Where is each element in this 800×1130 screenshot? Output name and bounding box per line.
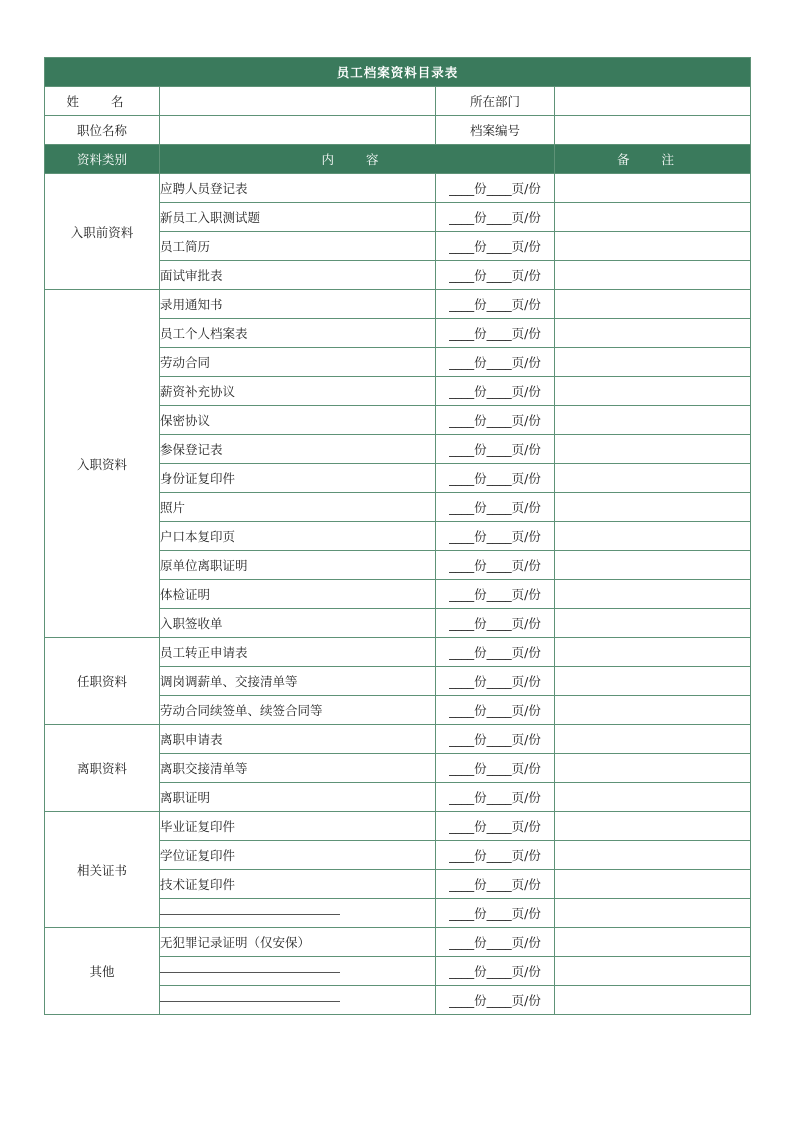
document-item: 劳动合同续签单、续签合同等 xyxy=(160,696,436,725)
document-item: 参保登记表 xyxy=(160,435,436,464)
quantity-cell[interactable]: ____份____页/份 xyxy=(436,899,555,928)
department-label: 所在部门 xyxy=(436,87,555,116)
remark-cell[interactable] xyxy=(555,667,751,696)
remark-cell[interactable] xyxy=(555,522,751,551)
quantity-cell[interactable]: ____份____页/份 xyxy=(436,870,555,899)
document-item: 无犯罪记录证明（仅安保） xyxy=(160,928,436,957)
remark-cell[interactable] xyxy=(555,754,751,783)
document-item: 劳动合同 xyxy=(160,348,436,377)
quantity-cell[interactable]: ____份____页/份 xyxy=(436,609,555,638)
category-cell: 入职资料 xyxy=(45,290,160,638)
file-number-label: 档案编号 xyxy=(436,116,555,145)
remark-cell[interactable] xyxy=(555,261,751,290)
quantity-cell[interactable]: ____份____页/份 xyxy=(436,696,555,725)
archive-catalog-table xyxy=(44,57,751,1015)
quantity-cell[interactable]: ____份____页/份 xyxy=(436,435,555,464)
document-item: 毕业证复印件 xyxy=(160,812,436,841)
remark-cell[interactable] xyxy=(555,957,751,986)
blank-item-line xyxy=(160,957,436,986)
category-cell: 任职资料 xyxy=(45,638,160,725)
quantity-cell[interactable]: ____份____页/份 xyxy=(436,957,555,986)
document-item: 新员工入职测试题 xyxy=(160,203,436,232)
document-item: 照片 xyxy=(160,493,436,522)
remark-cell[interactable] xyxy=(555,725,751,754)
document-item: 员工转正申请表 xyxy=(160,638,436,667)
remark-cell[interactable] xyxy=(555,899,751,928)
remark-cell[interactable] xyxy=(555,203,751,232)
category-cell: 离职资料 xyxy=(45,725,160,812)
quantity-cell[interactable]: ____份____页/份 xyxy=(436,319,555,348)
position-field[interactable] xyxy=(160,116,436,145)
document-item: 入职签收单 xyxy=(160,609,436,638)
document-item: 员工个人档案表 xyxy=(160,319,436,348)
quantity-cell[interactable]: ____份____页/份 xyxy=(436,986,555,1015)
remark-cell[interactable] xyxy=(555,580,751,609)
quantity-cell[interactable]: ____份____页/份 xyxy=(436,377,555,406)
quantity-cell[interactable]: ____份____页/份 xyxy=(436,522,555,551)
quantity-cell[interactable]: ____份____页/份 xyxy=(436,841,555,870)
remark-cell[interactable] xyxy=(555,812,751,841)
remark-cell[interactable] xyxy=(555,493,751,522)
document-item: 调岗调薪单、交接清单等 xyxy=(160,667,436,696)
document-item: 技术证复印件 xyxy=(160,870,436,899)
name-field[interactable] xyxy=(160,87,436,116)
position-label: 职位名称 xyxy=(45,116,160,145)
remark-cell[interactable] xyxy=(555,928,751,957)
remark-cell[interactable] xyxy=(555,551,751,580)
table-row xyxy=(45,638,751,667)
quantity-cell[interactable]: ____份____页/份 xyxy=(436,290,555,319)
quantity-cell[interactable]: ____份____页/份 xyxy=(436,667,555,696)
quantity-cell[interactable]: ____份____页/份 xyxy=(436,928,555,957)
department-field[interactable] xyxy=(555,87,751,116)
remark-cell[interactable] xyxy=(555,783,751,812)
blank-item-line xyxy=(160,986,436,1015)
document-item: 身份证复印件 xyxy=(160,464,436,493)
blank-underline[interactable] xyxy=(160,1000,340,1002)
category-cell: 其他 xyxy=(45,928,160,1015)
document-item: 体检证明 xyxy=(160,580,436,609)
quantity-cell[interactable]: ____份____页/份 xyxy=(436,232,555,261)
category-cell: 相关证书 xyxy=(45,812,160,928)
remark-cell[interactable] xyxy=(555,406,751,435)
quantity-cell[interactable]: ____份____页/份 xyxy=(436,551,555,580)
table-row xyxy=(45,174,751,203)
remark-cell[interactable] xyxy=(555,174,751,203)
quantity-cell[interactable]: ____份____页/份 xyxy=(436,261,555,290)
quantity-cell[interactable]: ____份____页/份 xyxy=(436,464,555,493)
blank-underline[interactable] xyxy=(160,913,340,915)
quantity-cell[interactable]: ____份____页/份 xyxy=(436,174,555,203)
table-row xyxy=(45,812,751,841)
quantity-cell[interactable]: ____份____页/份 xyxy=(436,725,555,754)
document-item: 学位证复印件 xyxy=(160,841,436,870)
file-number-field[interactable] xyxy=(555,116,751,145)
table-row xyxy=(45,928,751,957)
document-item: 面试审批表 xyxy=(160,261,436,290)
remark-cell[interactable] xyxy=(555,435,751,464)
blank-underline[interactable] xyxy=(160,971,340,973)
remark-cell[interactable] xyxy=(555,377,751,406)
remark-cell[interactable] xyxy=(555,870,751,899)
document-item: 离职申请表 xyxy=(160,725,436,754)
remark-cell[interactable] xyxy=(555,696,751,725)
quantity-cell[interactable]: ____份____页/份 xyxy=(436,203,555,232)
document-item: 离职证明 xyxy=(160,783,436,812)
page-title: 员工档案资料目录表 xyxy=(45,58,751,87)
remark-cell[interactable] xyxy=(555,986,751,1015)
remark-cell[interactable] xyxy=(555,638,751,667)
column-header-content: 内 容 xyxy=(160,145,555,174)
column-header-category: 资料类别 xyxy=(45,145,160,174)
document-item: 离职交接清单等 xyxy=(160,754,436,783)
remark-cell[interactable] xyxy=(555,348,751,377)
table-row xyxy=(45,290,751,319)
quantity-cell[interactable]: ____份____页/份 xyxy=(436,406,555,435)
document-item: 保密协议 xyxy=(160,406,436,435)
category-cell: 入职前资料 xyxy=(45,174,160,290)
document-item: 户口本复印页 xyxy=(160,522,436,551)
name-label: 姓 名 xyxy=(45,87,160,116)
remark-cell[interactable] xyxy=(555,290,751,319)
quantity-cell[interactable]: ____份____页/份 xyxy=(436,348,555,377)
document-item: 薪资补充协议 xyxy=(160,377,436,406)
remark-cell[interactable] xyxy=(555,232,751,261)
quantity-cell[interactable]: ____份____页/份 xyxy=(436,580,555,609)
document-item: 员工简历 xyxy=(160,232,436,261)
quantity-cell[interactable]: ____份____页/份 xyxy=(436,812,555,841)
quantity-cell[interactable]: ____份____页/份 xyxy=(436,783,555,812)
blank-item-line xyxy=(160,899,436,928)
document-item: 应聘人员登记表 xyxy=(160,174,436,203)
table-row xyxy=(45,725,751,754)
quantity-cell[interactable]: ____份____页/份 xyxy=(436,493,555,522)
remark-cell[interactable] xyxy=(555,319,751,348)
remark-cell[interactable] xyxy=(555,841,751,870)
document-item: 录用通知书 xyxy=(160,290,436,319)
column-header-remark: 备 注 xyxy=(555,145,751,174)
quantity-cell[interactable]: ____份____页/份 xyxy=(436,754,555,783)
quantity-cell[interactable]: ____份____页/份 xyxy=(436,638,555,667)
remark-cell[interactable] xyxy=(555,609,751,638)
document-item: 原单位离职证明 xyxy=(160,551,436,580)
remark-cell[interactable] xyxy=(555,464,751,493)
